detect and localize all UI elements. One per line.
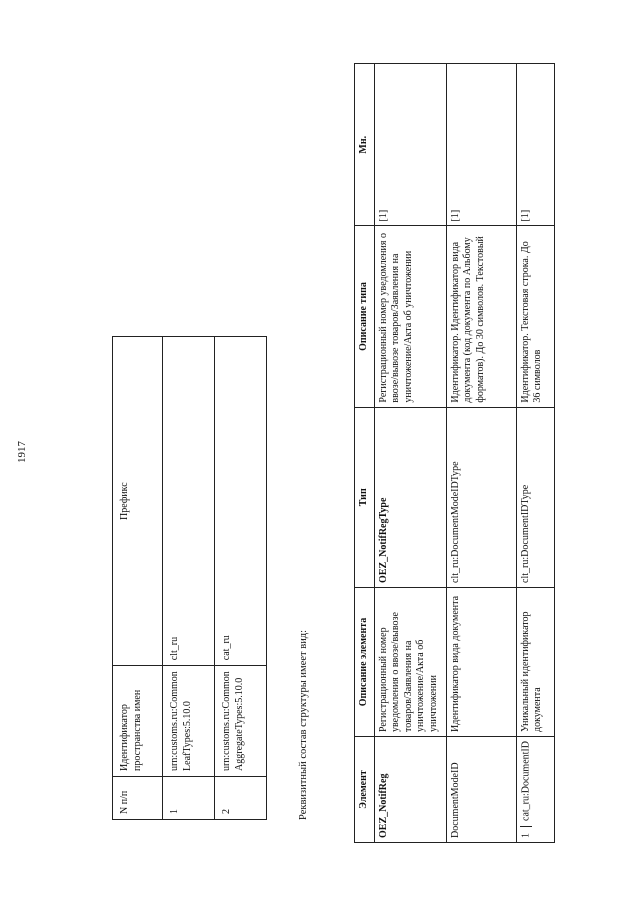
cell-multiplicity: [1] [374,64,446,226]
cell-element-name: cat_ru:DocumentID [519,741,531,821]
cell-type: OEZ_NotifRegType [374,407,446,587]
cell-type-desc: Регистрационный номер уведомления о ввозе/вывозе товаров/Заявления на уничтожение/Акта об уничтожении [374,226,446,407]
cell-element: DocumentModeID [446,737,516,843]
requisite-table [354,63,555,843]
header-element-desc: Описание элемента [355,587,375,736]
intro-text: Реквизитный состав структуры имеет вид: [298,629,309,820]
ns-cell-namespace: urn:customs.ru:Common AggregateTypes:5.10.0 [215,666,267,777]
table-row [446,64,516,843]
requisite-header-row [355,64,375,843]
namespace-header-row [113,337,163,820]
cell-element-desc: Регистрационный номер уведомления о ввозе/вывозе товаров/Заявления на уничтожение/Акта об уничтожении [374,587,446,736]
table-row [163,337,215,820]
ns-cell-number: 2 [215,776,267,819]
ns-header-prefix: Префикс [113,337,163,666]
header-type: Тип [355,407,375,587]
ns-cell-namespace: urn:customs.ru:Common LeafTypes:5.10.0 [163,666,215,777]
cell-multiplicity: [1] [516,64,554,226]
page-number: 1917 [16,441,28,463]
ns-cell-prefix: clt_ru [163,337,215,666]
cell-element: OEZ_NotifReg [374,737,446,843]
table-row [215,337,267,820]
cell-element [516,737,554,843]
ns-header-namespace: Идентификатор пространства имен [113,666,163,777]
ns-cell-prefix: cat_ru [215,337,267,666]
cell-type-desc: Идентификатор. Текстовая строка. До 36 символов [516,226,554,407]
cell-element-desc: Уникальный идентификатор документа [516,587,554,736]
cell-element-desc: Идентификатор вида документа [446,587,516,736]
cell-row-number: 1 [519,833,531,838]
table-row [374,64,446,843]
cell-multiplicity: [1] [446,64,516,226]
ns-header-number: N п/п [113,776,163,819]
cell-type: clt_ru:DocumentModeIDType [446,407,516,587]
header-type-desc: Описание типа [355,226,375,407]
cell-type-desc: Идентификатор. Идентификатор вида документа (код документа по Альбому форматов). До 30 символов. Текстовый [446,226,516,407]
cell-type: clt_ru:DocumentIDType [516,407,554,587]
header-multiplicity: Мн. [355,64,375,226]
table-row [516,64,554,843]
header-element: Элемент [355,737,375,843]
ns-cell-number: 1 [163,776,215,819]
namespace-table [112,336,267,820]
